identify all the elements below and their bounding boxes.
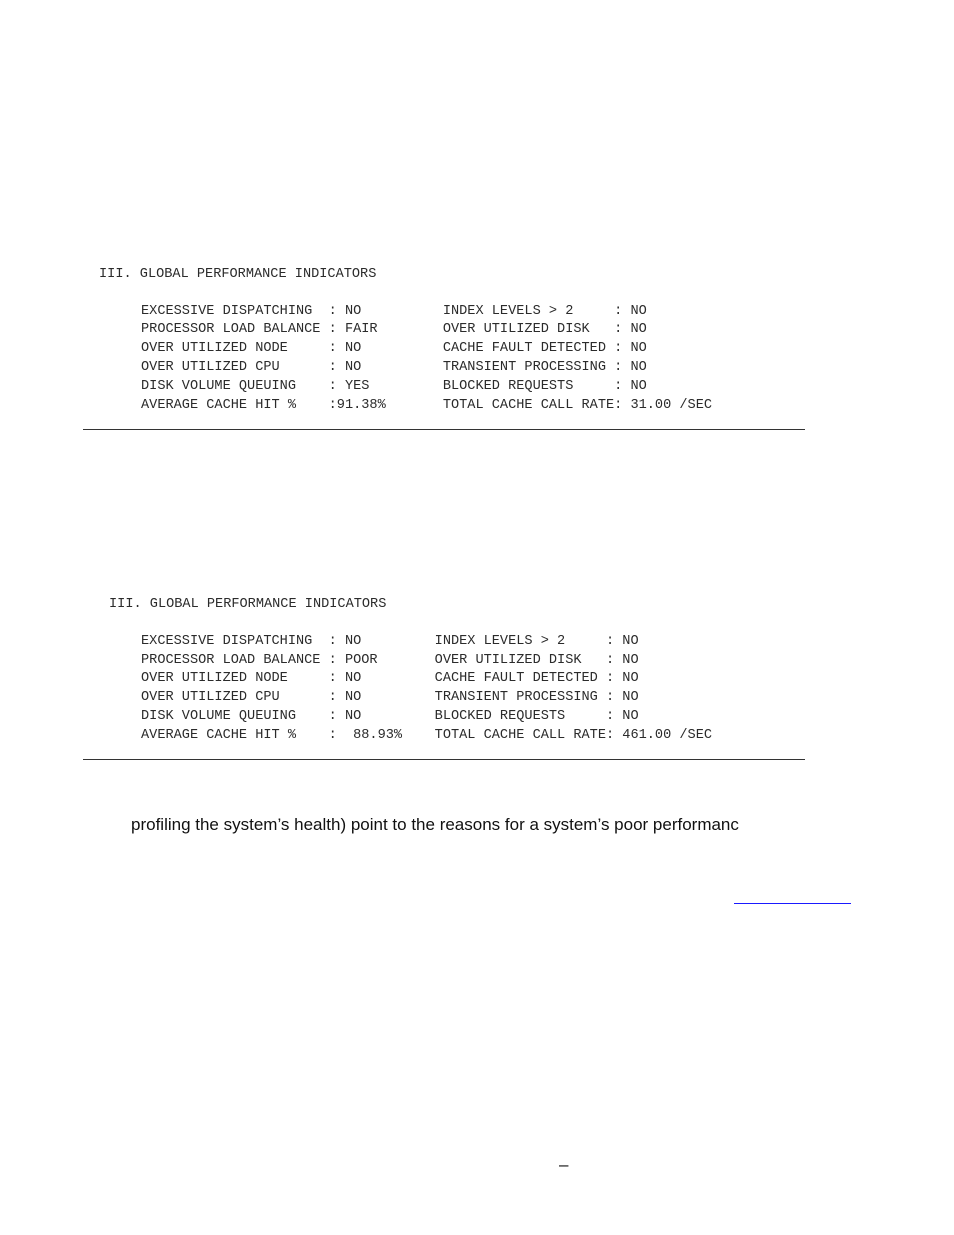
body-paragraph: profiling the system’s health) point to the reasons for a system’s poor performanc: [131, 815, 739, 834]
report-1-heading: III. GLOBAL PERFORMANCE INDICATORS: [99, 267, 377, 282]
report-1-line: PROCESSOR LOAD BALANCE : FAIR OVER UTILIZED DISK : NO: [141, 322, 647, 337]
report-2-line: AVERAGE CACHE HIT % : 88.93% TOTAL CACHE CALL RATE: 461.00 /SEC: [141, 728, 713, 743]
report-2-line: DISK VOLUME QUEUING : NO BLOCKED REQUESTS : NO: [141, 709, 639, 724]
report-2-divider: [83, 759, 805, 760]
report-2-line: OVER UTILIZED NODE : NO CACHE FAULT DETECTED : NO: [141, 671, 639, 686]
report-2-heading: III. GLOBAL PERFORMANCE INDICATORS: [109, 597, 387, 612]
report-1-divider: [83, 429, 805, 430]
report-2-line: OVER UTILIZED CPU : NO TRANSIENT PROCESSING : NO: [141, 690, 639, 705]
report-1-line: OVER UTILIZED CPU : NO TRANSIENT PROCESSING : NO: [141, 360, 647, 375]
report-1-line: EXCESSIVE DISPATCHING : NO INDEX LEVELS > 2 : NO: [141, 304, 647, 319]
report-1-line: DISK VOLUME QUEUING : YES BLOCKED REQUESTS : NO: [141, 379, 647, 394]
report-2-line: PROCESSOR LOAD BALANCE : POOR OVER UTILIZED DISK : NO: [141, 653, 639, 668]
report-1-line: AVERAGE CACHE HIT % :91.38% TOTAL CACHE CALL RATE: 31.00 /SEC: [141, 398, 713, 413]
report-1-line: OVER UTILIZED NODE : NO CACHE FAULT DETECTED : NO: [141, 341, 647, 356]
hyperlink-underline[interactable]: [734, 903, 851, 904]
report-2-line: EXCESSIVE DISPATCHING : NO INDEX LEVELS > 2 : NO: [141, 634, 639, 649]
page-mark: –: [559, 1155, 569, 1174]
